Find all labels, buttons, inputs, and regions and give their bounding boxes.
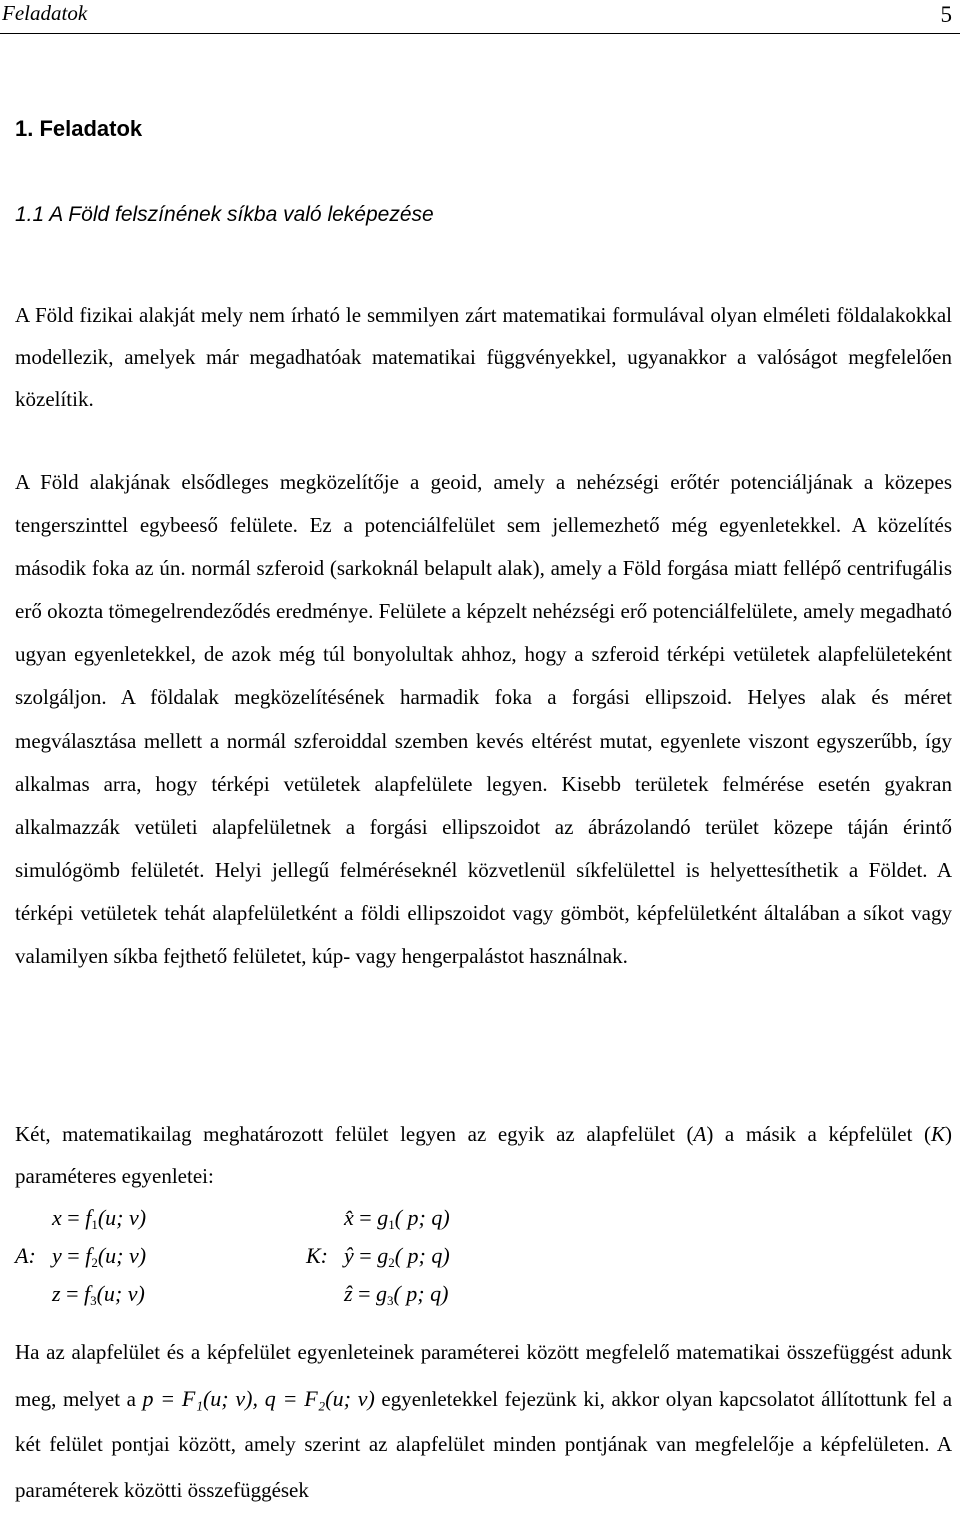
- paragraph-intro: A Föld fizikai alakját mely nem írható le semmilyen zárt matematikai formulával olyan elméleti földalakokkal modellezik, amelyek már megadhatóak matematikai függvényekkel, ugyanakkor a valóságot megfelelően közelítik.: [15, 303, 952, 411]
- equation-x-hat: x̂ = $g_1$( p; q): [344, 1205, 450, 1232]
- page-number: 5: [940, 2, 952, 27]
- equation-x: $x = f_1(u$; v): [52, 1205, 147, 1232]
- paragraph-parameters: Ha az alapfelület és a képfelület egyenleteinek paraméterei között megfelelő matematikai összefüggést adunk meg, melyet a p = F₁(u; v), q = F₂(u; v) egyenletekkel fejezünk ki, akkor olyan kapcsolatot állítottunk fel a két felület pontjai között, amely szerint az alapfelület minden pontjának van megfelelője a képfelületen. A paraméterek közötti összefüggések: [15, 1340, 953, 1502]
- chapter-title: 1. Feladatok: [15, 116, 143, 141]
- page-header: [0, 0, 960, 34]
- header-rule: [0, 33, 960, 34]
- equation-label-a: A:: [15, 1243, 36, 1268]
- equation-label-k: K:: [306, 1243, 328, 1268]
- paragraph-geoid: A Föld alakjának elsődleges megközelítője a geoid, amely a nehézségi erőtér potenciáljának a közepes tengerszinttel egybeeső felülete. Ez a potenciálfelület sem jellemezhető még egyenletekkel. A közelítés második foka az ún. normál szferoid (sarkoknál belapult alak), amely a Föld forgása miatt fellépő centrifugális erő okozta tömegelrendeződés eredménye. Felülete a képzelt nehézségi erő potenciálfelülete, amely megadható ugyan egyenletekkel, de azok még túl bonyolultak ahhoz, hogy a szferoid térképi vetületek alapfelületeként szolgáljon. A földalak megközelítésének harmadik foka a forgási ellipszoid. Helyes alak és méret megválasztása mellett a normál szferoiddal szemben kevés eltérést mutat, egyenlete viszont egyszerűbb, így alkalmas arra, hogy térképi vetületek alapfelülete legyen. Kisebb területek felmérése esetén gyakran alkalmazzák vetületi alapfelületnek a forgási ellipszoidot az ábrázolandó terület közepe táján érintő simulógömb felületét. Helyi jellegű felméréseknél közvetlenül síkfelülettel is helyettesíthetik a Földet. A térképi vetületek tehát alapfelületként a földi ellipszoidot vagy gömböt, képfelületként általában a síkot vagy valamilyen síkba fejthető felületet, kúp- vagy hengerpalástot használnak.: [15, 470, 952, 969]
- inline-equation: p = F₁(u; v), q = F₂(u; v): [142, 1385, 375, 1411]
- paragraph-surfaces: Két, matematikailag meghatározott felület legyen az egyik az alapfelület (A) a másik a képfelület (K) paraméteres egyenletei:: [15, 1122, 953, 1188]
- equation-z: $z = f_3(u$; v): [52, 1281, 145, 1308]
- equation-y: $y = f_2(u$; v): [52, 1243, 147, 1270]
- equation-z-hat: ẑ = $g_3$( p; q): [344, 1281, 449, 1308]
- running-header-title: Feladatok: [2, 1, 88, 25]
- section-title: 1.1 A Föld felszínének síkba való leképezése: [15, 203, 434, 226]
- equation-y-hat: ŷ = $g_2$( p; q): [344, 1243, 450, 1270]
